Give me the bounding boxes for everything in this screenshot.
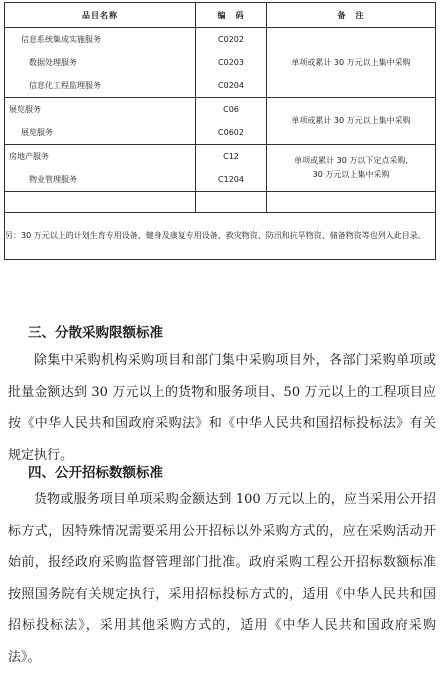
- item-name: 信息化工程监理服务: [29, 81, 101, 90]
- table-note-row: [5, 213, 436, 260]
- group-2-names: [5, 98, 196, 145]
- table-header-row: [5, 3, 436, 28]
- item-name: 展览服务: [9, 105, 41, 114]
- group-3-remark: [267, 145, 436, 192]
- group-3-names: [5, 145, 196, 192]
- table-empty-row: [5, 192, 436, 213]
- item-name: 物业管理服务: [29, 175, 77, 184]
- item-code: C06: [223, 105, 239, 114]
- item-code: C0204: [218, 81, 244, 90]
- group-3-codes: [196, 145, 267, 192]
- group-2-remark: 单项或累计 30 万元以上集中采购: [267, 98, 436, 145]
- section-4-paragraph: 货物或服务项目单项采购金额达到 100 万元以上的，应当采用公开招标方式，因特殊情况需要采用公开招标以外采购方式的，应在采购活动开始前，报经政府采购监督管理部门批准。政府采购工程公开招标数额标准按照国务院有关规定执行，采用招标投标方式的，适用《中华人民共和国招标投标法》，采用其他采购方式的，适用《中华人民共和国政府采购法》。: [8, 492, 436, 665]
- item-name: 房地产服务: [9, 152, 49, 161]
- group-1-names: [5, 28, 196, 98]
- item-code: C0203: [218, 58, 244, 67]
- empty-cell: [5, 192, 196, 213]
- group-1-remark: 单项或累计 30 万元以上集中采购: [267, 28, 436, 98]
- header-code: 编 码: [196, 3, 267, 28]
- group-1-codes: [196, 28, 267, 98]
- header-item-name: 品目名称: [5, 3, 196, 28]
- section-3-paragraph: 除集中采购机构采购项目和部门集中采购项目外，各部门采购单项或批量金额达到 30 万元以上的货物和服务项目、50 万元以上的工程项目应按《中华人民共和国政府采购法》和《中华人民共和国招标投标法》有关规定执行。: [8, 353, 436, 463]
- section-4-body: [8, 484, 436, 673]
- item-name: 数据处理服务: [29, 58, 77, 67]
- procurement-table: [4, 2, 436, 260]
- remark-line: 30 万元以上集中采购: [312, 170, 390, 179]
- item-name: 展览服务: [21, 128, 53, 137]
- table-row-group-1: [5, 28, 436, 98]
- item-name: 信息系统集成实施服务: [21, 35, 101, 44]
- section-4-heading: 四、公开招标数额标准: [28, 465, 163, 481]
- item-code: C0602: [218, 128, 244, 137]
- remark-line: 单项或累计 30 万以下定点采购,: [294, 156, 408, 165]
- item-code: C12: [223, 152, 239, 161]
- header-remark: 备 注: [267, 3, 436, 28]
- table-note: 另：30 万元以上的计划生育专用设备、健身及康复专用设备、救灾物资、防汛和抗旱物资、储备物资等也列入此目录。: [5, 213, 436, 260]
- section-3-heading: 三、分散采购限额标准: [28, 325, 163, 341]
- empty-cell: [196, 192, 267, 213]
- empty-cell: [267, 192, 436, 213]
- section-3-body: [8, 345, 436, 471]
- table-row-group-2: [5, 98, 436, 145]
- item-code: C0202: [218, 35, 244, 44]
- item-code: C1204: [218, 175, 244, 184]
- group-2-codes: [196, 98, 267, 145]
- table-row-group-3: [5, 145, 436, 192]
